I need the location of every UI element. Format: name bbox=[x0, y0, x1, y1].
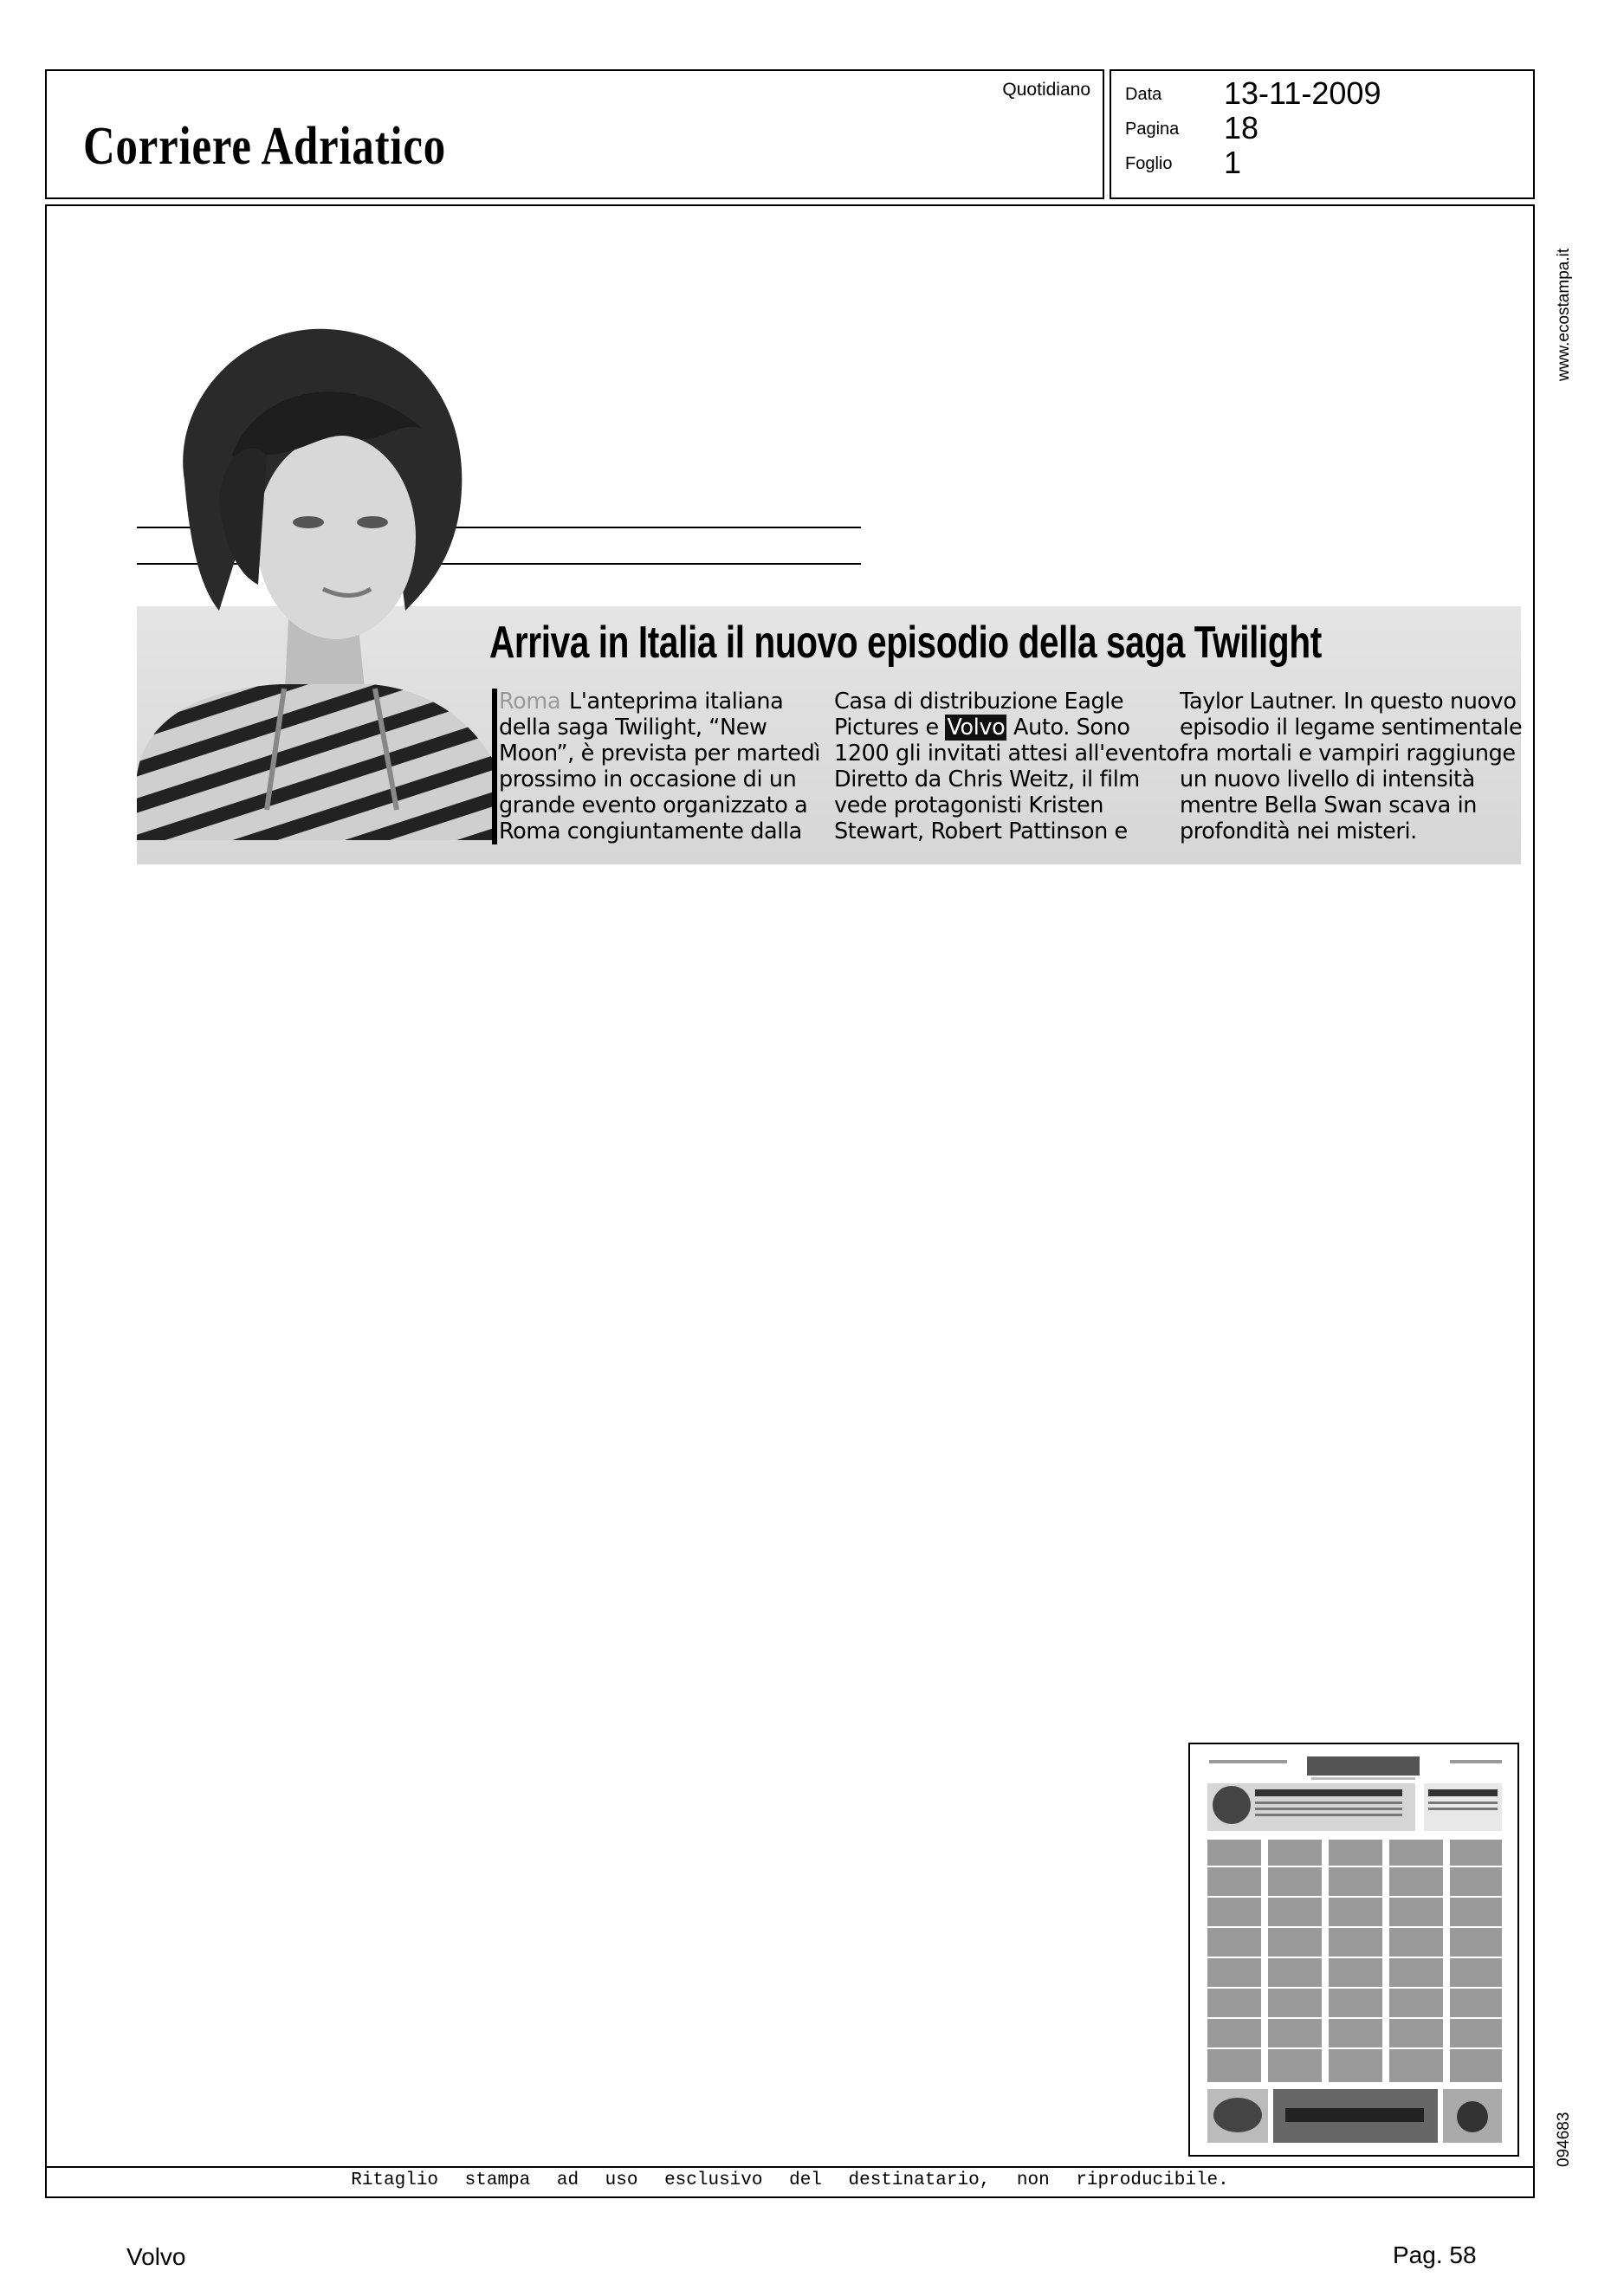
article-kicker: Roma bbox=[499, 689, 561, 715]
meta-label-foglio: Foglio bbox=[1125, 154, 1173, 173]
col3-line: fra mortali e vampiri raggiunge bbox=[1180, 741, 1516, 767]
col2-text: Auto. Sono bbox=[1006, 715, 1130, 741]
masthead: Corriere Adriatico bbox=[83, 117, 446, 176]
col3-line: Taylor Lautner. In questo nuovo bbox=[1180, 689, 1517, 715]
col1-line: della saga Twilight, “New bbox=[499, 715, 767, 741]
highlighted-keyword: Volvo bbox=[947, 715, 1006, 741]
publication-type: Quotidiano bbox=[1002, 80, 1090, 100]
col1-line: prossimo in occasione di un bbox=[499, 767, 797, 792]
col3-line: episodio il legame sentimentale bbox=[1180, 715, 1523, 741]
col2-line: 1200 gli invitati attesi all'evento. bbox=[834, 741, 1186, 767]
col3-line: profondità nei misteri. bbox=[1180, 818, 1417, 844]
col1-line: Moon”, è prevista per martedì bbox=[499, 741, 820, 767]
page-number: Pag. 58 bbox=[1393, 2241, 1477, 2268]
col3-line: un nuovo livello di intensità bbox=[1180, 767, 1475, 792]
article-column-2 bbox=[834, 689, 1186, 844]
col2-line: Stewart, Robert Pattinson e bbox=[834, 818, 1128, 844]
col2-line: Diretto da Chris Weitz, il film bbox=[834, 767, 1140, 792]
meta-value-pagina: 18 bbox=[1224, 110, 1259, 146]
article-headline: Arriva in Italia il nuovo episodio della saga Twilight bbox=[489, 618, 1322, 668]
meta-value-foglio: 1 bbox=[1224, 145, 1242, 180]
page-thumbnail-image bbox=[1190, 1744, 1517, 2155]
portrait-photo bbox=[137, 325, 492, 840]
article-column-3 bbox=[1180, 689, 1523, 844]
col1-line: Roma congiuntamente dalla bbox=[499, 818, 802, 844]
side-code: 094683 bbox=[1555, 2112, 1573, 2167]
disclaimer: Ritaglio stampa ad uso esclusivo del destinatario, non riproducibile. bbox=[351, 2170, 1229, 2190]
col2-line: vede protagonisti Kristen bbox=[834, 792, 1104, 818]
page-thumbnail bbox=[1188, 1743, 1519, 2157]
client-label: Volvo bbox=[126, 2243, 186, 2270]
col1-line: grande evento organizzato a bbox=[499, 792, 808, 818]
meta-label-pagina: Pagina bbox=[1125, 120, 1180, 139]
footer-divider bbox=[47, 2166, 1533, 2168]
meta-box bbox=[1110, 69, 1535, 199]
side-url: www.ecostampa.it bbox=[1555, 248, 1573, 381]
col2-line: Casa di distribuzione Eagle bbox=[834, 689, 1124, 715]
article-column-1 bbox=[492, 689, 828, 844]
masthead-box bbox=[45, 69, 1104, 199]
col3-line: mentre Bella Swan scava in bbox=[1180, 792, 1478, 818]
col2-text: Pictures e bbox=[834, 715, 946, 741]
col1-line: L'anteprima italiana bbox=[569, 689, 784, 715]
meta-value-data: 13-11-2009 bbox=[1224, 75, 1381, 111]
meta-label-data: Data bbox=[1125, 85, 1162, 104]
